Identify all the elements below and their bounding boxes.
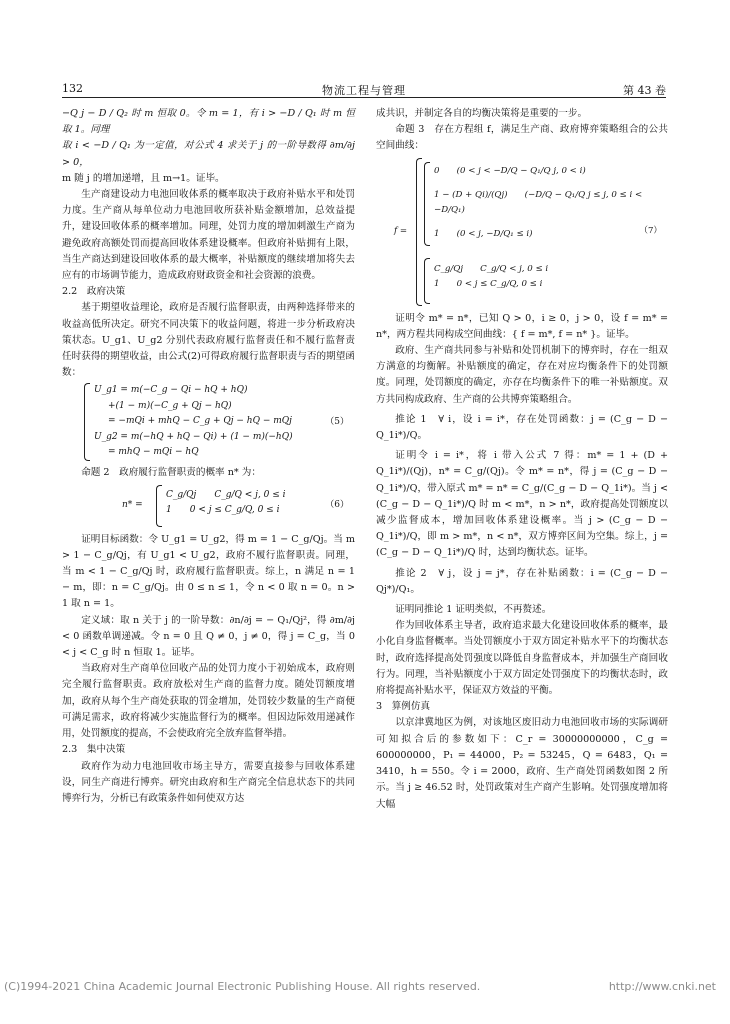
- right-paragraph-2: 证明令 m* = n*，已知 Q > 0，i ≥ 0，j > 0，设 f = m* = n*，两方程共同构成空间曲线：{ f = m*, f = n* }。证毕。: [376, 312, 668, 340]
- inference-2: 推论 2 ∀ j，设 j = j*，存在补贴函数：i = (C_g − D − Qj*)/Q₁。: [376, 567, 668, 595]
- left-line-2: 取 i < −D / Q₁ 为一定值，对公式 4 求关于 j 的一阶导数得 ∂m/∂j > 0，: [62, 140, 355, 168]
- equation-5-number: （5）: [325, 417, 349, 428]
- equation-7-outer-brace: [416, 158, 422, 306]
- right-paragraph-3: 政府、生产商共同参与补贴和处罚机制下的博弈时，存在一组双方满意的均衡解。补贴额度的确定，存在对应均衡条件下的处罚额度。同理，处罚额度的确定，亦存在均衡条件下的唯一补贴额度。双方共同构成政府、生产商的公共博弈策略组合。: [376, 345, 668, 405]
- inference-1: 推论 1 ∀ i，设 i = i*，存在处罚函数：j = (C_g − D − Q_1i*)/Q。: [376, 413, 668, 442]
- equation-7-inner-brace-1: [424, 162, 430, 246]
- equation-7-case-b2: 1 0 < j ≤ C_g/Q, 0 ≤ i: [434, 278, 543, 289]
- equation-7-case-b1: C_g/Qj C_g/Q < j, 0 ≤ i: [434, 263, 549, 274]
- proposition-2: 命题 2 政府履行监督职责的概率 n* 为：: [81, 467, 261, 479]
- left-paragraph-5: 当政府对生产商单位回收产品的处罚力度小于初始成本，政府则完全履行监督职责。政府放松对生产商的监督力度。随处罚额度增加，政府从每个生产商处获取的罚金增加，处罚较少数量的生产商便可满足需求，政府将减少实施监督行为的概率。但因边际效用递减作用，处罚额度的提高，不会使政府完全放弃监督举措。: [62, 663, 355, 740]
- equation-5-brace: [84, 383, 90, 461]
- right-column: [376, 106, 668, 813]
- right-paragraph-1: 成共识，并制定各自的均衡决策将是重要的一步。: [376, 108, 588, 119]
- journal-title: 物流工程与管理: [322, 84, 406, 97]
- left-paragraph-4: 定义域：取 n 关于 j 的一阶导数：∂n/∂j = − Q₁/Qj²，得 ∂m/∂j < 0 函数单调递减。令 n = 0 且 Q ≠ 0，j ≠ 0，得 j = C_g，当 0 < j < C_g 时 n 恒取 1。证毕。: [62, 614, 355, 659]
- equation-7-lhs: f =: [394, 225, 408, 236]
- equation-6-case-2: 1 0 < j ≤ C_g/Q, 0 ≤ i: [166, 505, 280, 516]
- section-2-2-heading: 2.2 政府决策: [62, 286, 126, 298]
- equation-7-inner-brace-2: [424, 258, 430, 304]
- equation-7-case-a3: 1 (0 < j, −D/Q₁ ≤ i): [434, 228, 533, 239]
- left-paragraph-6: 政府作为动力电池回收市场主导方，需要直接参与回收体系建设，同生产商进行博弈。研究由政府和生产商完全信息状态下的共同博弈行为，分析已有政策条件如何使双方达: [62, 760, 355, 804]
- equation-6-case-1: C_g/Qj C_g/Q < j, 0 ≤ i: [166, 489, 286, 500]
- section-2-3-heading: 2.3 集中决策: [62, 744, 126, 756]
- left-paragraph-1: 生产商建设动力电池回收体系的概率取决于政府补贴水平和处罚力度。生产商从每单位动力电池回收所获补贴金额增加，总效益提升，建设回收体系的概率增加。同理，处罚力度的增加刺激生产商为避免政府高额处罚而提高回收体系建设概率。但政府补贴拥有上限，当生产商达到建设回收体系的最大概率，补贴额度的继续增加将失去应有的市场调节能力，造成政府财政资金和社会资源的浪费。: [62, 189, 355, 282]
- equation-5: [84, 383, 355, 463]
- equation-7-case-a2: 1 − (D + Qi)/(Qj) (−D/Q − Q₁/Q j ≤ j, 0 ≤ i < −D/Q₁): [434, 189, 643, 215]
- copyright-notice: (C)1994-2021 China Academic Journal Electronic Publishing House. All rights reserved.: [4, 980, 481, 993]
- right-paragraph-4: 证明令 i = i*，将 i 带入公式 7 得：m* = 1 + (D + Q_1i*)/(Qj)，n* = C_g/(Qj)。令 m* = n*，得 j = (C_g − D − Q_1i*)/Q，带入原式 m* = n* = C_g/(C_g − D − Q_1i*)。当 j < (C_g − D − Q_1i*)/Q 时 m < m*，n > n*，政府提高处罚额度以减少监督成本，增加回收体系建设概率。当 j > (C_g − D − Q_1i*)/Q，即 m > m*，n < n*，双方博弈区间为空集。综上，j = (C_g − D − Q_1i*)/Q 时，达到均衡状态。证毕。: [376, 450, 668, 559]
- volume-label: 第 43 卷: [623, 84, 666, 97]
- left-paragraph-2: 基于期望收益理论，政府是否履行监督职责，由两种选择带来的收益高低所决定。研究不同决策下的收益问题，将进一步分析政府决策状态。U_g1、U_g2 分别代表政府履行监督责任和不履行监督责任时获得的期望收益，由公式(2)可得政府履行监督职责与否的期望函数：: [62, 302, 355, 379]
- left-paragraph-3: 证明目标函数：令 U_g1 = U_g2，得 m = 1 − C_g/Qj。当 m > 1 − C_g/Qj，有 U_g1 < U_g2，政府不履行监督职责。同理，当 m < 1 − C_g/Qj 时，政府履行监督职责。综上，n 满足 n = 1 − m，即：n = C_g/Qj。由 0 ≤ n ≤ 1，令 n < 0 取 n = 0。n > 1 取 n = 1。: [62, 533, 355, 610]
- left-line-3: m 随 j 的增加递增，且 m→1。证毕。: [62, 172, 225, 184]
- right-paragraph-7: 以京津冀地区为例，对该地区废旧动力电池回收市场的实际调研可知拟合后的参数如下：C_r = 30000000000，C_g = 600000000，P₁ = 44000，P₂ = 53245，Q = 6483，Q₁ = 3410，h = 550。令 i = 2000，政府、生产商处罚函数如图 2 所示。当 j ≥ 46.52 时，处罚政策对生产商产生影响。处罚强度增加将大幅: [376, 717, 668, 810]
- equation-7: [394, 158, 668, 308]
- equation-5-line-5: = mhQ − mQi − hQ: [108, 447, 199, 458]
- equation-6-lhs: n* =: [122, 499, 143, 510]
- left-line-1: −Q j − D / Q₂ 时 m 恒取 0。令 m = 1，有 i > −D / Q₁ 时 m 恒取 1。同理: [62, 108, 355, 136]
- equation-7-number: （7）: [639, 225, 662, 236]
- header-rule: [62, 97, 666, 98]
- equation-6-brace: [156, 485, 162, 527]
- cnki-url: http://www.cnki.net: [608, 980, 716, 993]
- equation-5-line-1: U_g1 = m(−C_g − Qi − hQ + hQ): [94, 385, 248, 396]
- equation-6: [122, 485, 355, 529]
- equation-5-line-4: U_g2 = m(−hQ + hQ − Qi) + (1 − m)(−hQ): [94, 431, 293, 442]
- running-header: [62, 82, 666, 98]
- left-column: [62, 106, 355, 807]
- page-number: 132: [62, 82, 83, 95]
- right-paragraph-5: 证明同推论 1 证明类似，不再赘述。: [395, 604, 552, 616]
- equation-6-number: （6）: [325, 499, 349, 510]
- equation-5-line-3: = −mQi + mhQ − C_g + Qj − hQ − mQj: [108, 416, 292, 427]
- right-paragraph-6: 作为回收体系主导者，政府追求最大化建设回收体系的概率，最小化自身监督概率。当处罚额度小于双方固定补贴水平下的均衡状态时，政府选择提高处罚强度以降低自身监督成本，并加强生产商回收行为。同理，当补贴额度小于双方固定处罚强度下的均衡状态时，政府将提高补贴水平，保证双方效益的平衡。: [376, 620, 668, 697]
- equation-7-case-a1: 0 (0 < j < −D/Q − Q₁/Q j, 0 < i): [434, 165, 586, 176]
- equation-5-line-2: +(1 − m)(−C_g + Qj − hQ): [108, 400, 232, 411]
- proposition-3: 命题 3 存在方程组 f，满足生产商、政府博弈策略组合的公共空间曲线：: [376, 124, 668, 152]
- section-3-heading: 3 算例仿真: [376, 701, 431, 713]
